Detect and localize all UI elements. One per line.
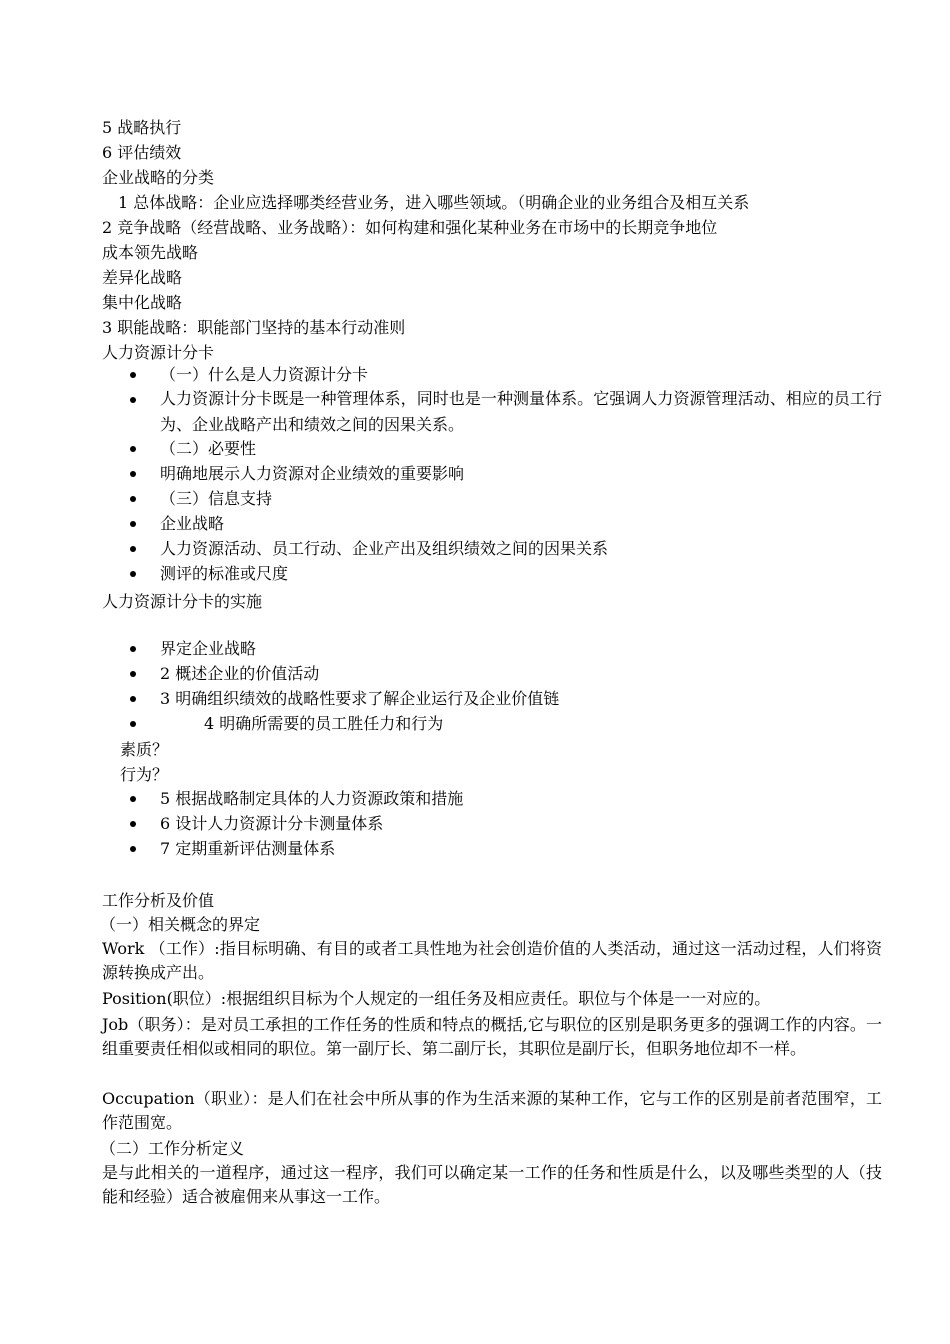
text-line: 6 评估绩效 xyxy=(102,143,182,162)
bullet-icon xyxy=(130,496,136,502)
list-item: 测评的标准或尺度 xyxy=(160,564,289,583)
section-heading: 工作分析及价值 xyxy=(102,891,215,910)
list-item: 3 明确组织绩效的战略性要求了解企业运行及企业价值链 xyxy=(160,689,560,708)
list-item: 企业战略 xyxy=(160,514,225,533)
list-item: （一）什么是人力资源计分卡 xyxy=(160,365,369,384)
list-item: 5 根据战略制定具体的人力资源政策和措施 xyxy=(160,789,464,808)
text-line: 成本领先战略 xyxy=(102,243,199,262)
bullet-icon xyxy=(130,696,136,702)
bullet-icon xyxy=(130,471,136,477)
bullet-icon xyxy=(130,521,136,527)
bullet-icon xyxy=(130,446,136,452)
text-line: 素质？ xyxy=(120,740,169,759)
list-item: 人力资源计分卡既是一种管理体系，同时也是一种测量体系。它强调人力资源管理活动、相应的员工行为、企业战略产出和绩效之间的因果关系。 xyxy=(160,389,882,434)
bullet-icon xyxy=(130,796,136,802)
bullet-icon xyxy=(130,397,136,403)
paragraph-occupation: Occupation（职业）：是人们在社会中所从事的作为生活来源的某种工作，它与工作的区别是前者范围窄，工作范围宽。 xyxy=(102,1089,882,1132)
paragraph-work: Work （工作）:指目标明确、有目的或者工具性地为社会创造价值的人类活动，通过这一活动过程，人们将资源转换成产出。 xyxy=(102,939,882,982)
section-heading: （二）工作分析定义 xyxy=(100,1139,245,1158)
bullet-icon xyxy=(130,571,136,577)
bullet-icon xyxy=(130,721,136,727)
bullet-icon xyxy=(130,546,136,552)
bullet-icon xyxy=(130,846,136,852)
list-item: 2 概述企业的价值活动 xyxy=(160,664,320,683)
list-item: 界定企业战略 xyxy=(160,639,257,658)
list-item: （三）信息支持 xyxy=(160,489,273,508)
list-item: 6 设计人力资源计分卡测量体系 xyxy=(160,814,384,833)
list-item: 明确地展示人力资源对企业绩效的重要影响 xyxy=(160,464,465,483)
text-line: 差异化战略 xyxy=(102,268,183,287)
bullet-icon xyxy=(130,821,136,827)
bullet-icon xyxy=(130,646,136,652)
section-heading: 人力资源计分卡的实施 xyxy=(102,592,263,611)
paragraph-position: Position(职位）:根据组织目标为个人规定的一组任务及相应责任。职位与个体是一一对应的。 xyxy=(102,989,771,1008)
section-heading: 人力资源计分卡 xyxy=(102,343,215,362)
list-item: （二）必要性 xyxy=(160,439,257,458)
text-line: 5 战略执行 xyxy=(102,118,182,137)
list-item: 7 定期重新评估测量体系 xyxy=(160,839,336,858)
text-line: 1 总体战略：企业应选择哪类经营业务，进入哪些领域。（明确企业的业务组合及相互关系 xyxy=(118,193,750,212)
text-line: 集中化战略 xyxy=(102,293,183,312)
bullet-icon xyxy=(130,671,136,677)
text-line: 行为？ xyxy=(120,765,169,784)
bullet-icon xyxy=(130,372,136,378)
text-line: 3 职能战略：职能部门坚持的基本行动准则 xyxy=(102,318,406,337)
paragraph-job: Job（职务）：是对员工承担的工作任务的性质和特点的概括,它与职位的区别是职务更多的强调工作的内容。一组重要责任相似或相同的职位。第一副厅长、第二副厅长，其职位是副厅长，但职务地位却不一样。 xyxy=(102,1015,882,1058)
list-item: 人力资源活动、员工行动、企业产出及组织绩效之间的因果关系 xyxy=(160,539,609,558)
paragraph-definition: 是与此相关的一道程序，通过这一程序，我们可以确定某一工作的任务和性质是什么，以及哪些类型的人（技能和经验）适合被雇佣来从事这一工作。 xyxy=(102,1163,882,1206)
section-heading: 企业战略的分类 xyxy=(102,168,215,187)
section-heading: （一）相关概念的界定 xyxy=(100,915,261,934)
list-item: 4 明确所需要的员工胜任力和行为 xyxy=(204,714,444,733)
text-line: 2 竞争战略（经营战略、业务战略）：如何构建和强化某种业务在市场中的长期竞争地位 xyxy=(102,218,718,237)
